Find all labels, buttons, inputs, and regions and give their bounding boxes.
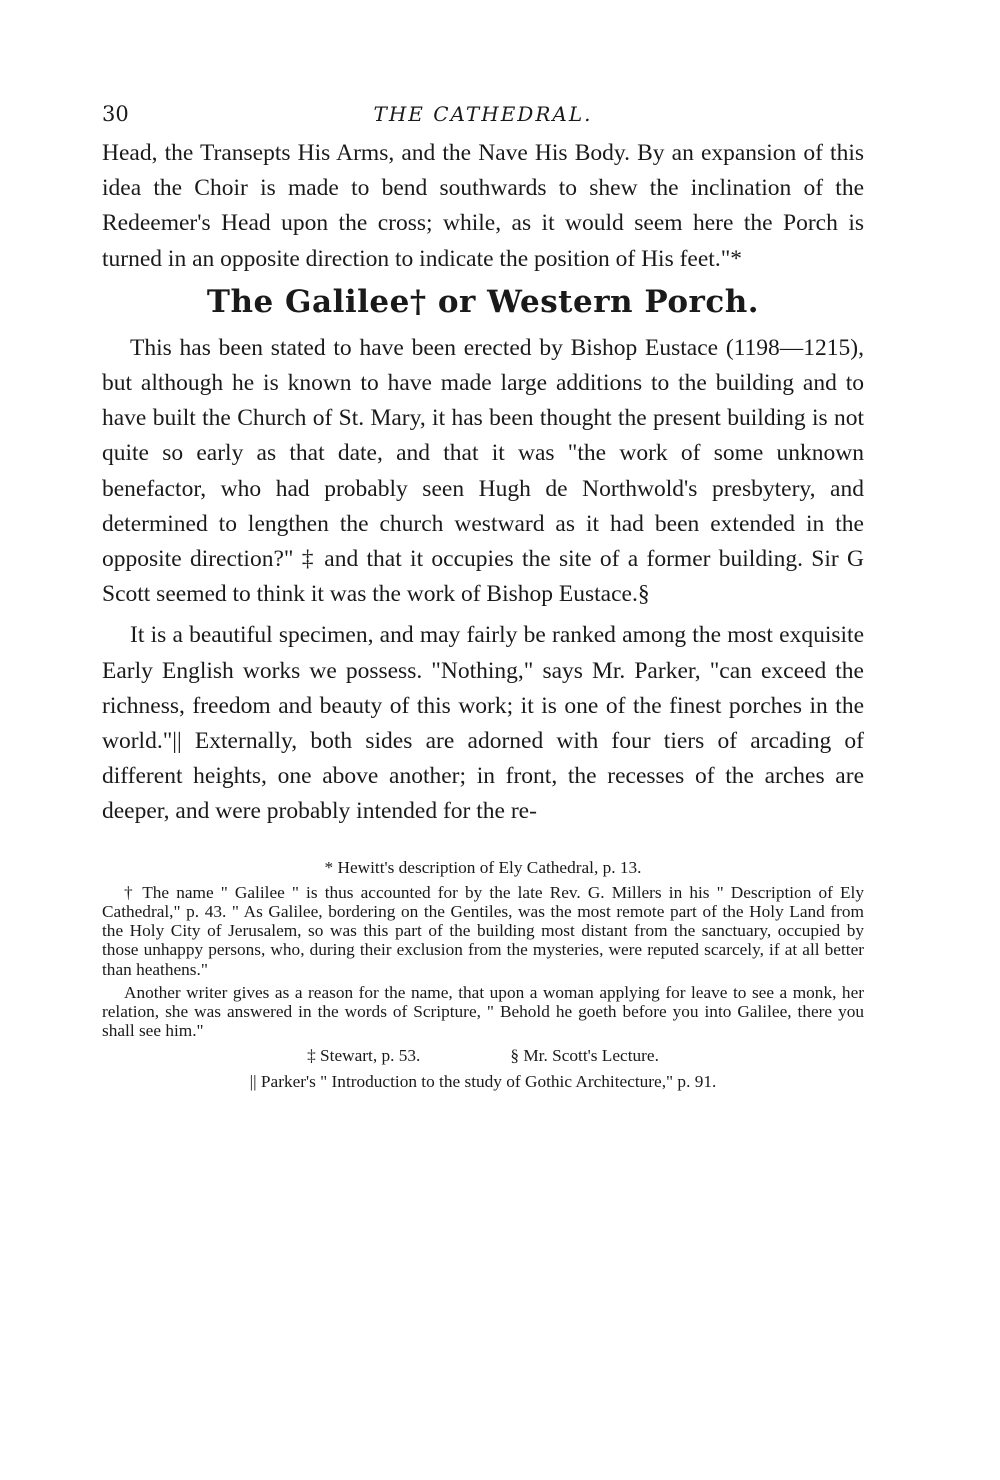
- footnote-row: [102, 1046, 864, 1065]
- footnote-star: * Hewitt's description of Ely Cathedral, p. 13.: [324, 857, 642, 877]
- page-number: 30: [102, 102, 129, 126]
- footnote-another-writer: Another writer gives as a reason for the name, that upon a woman applying for leave to see a monk, her relation, she was answered in the words of Scripture, " Behold he goeth before you into Galilee, there you shall see him.": [102, 982, 864, 1041]
- body-paragraph-3: It is a beautiful specimen, and may fairly be ranked among the most exquisite Early English works we possess. "Nothing," says Mr. Parker, "can exceed the richness, freedom and beauty of this work; it is one of the finest porches in the world."|| Externally, both sides are adorned with four tiers of arcading of different heights, one above another; in front, the recesses of the arches are deeper, and were probably intended for the re-: [102, 622, 864, 825]
- footnote-section: § Mr. Scott's Lecture.: [510, 1046, 659, 1066]
- body-paragraph-1: Head, the Transepts His Arms, and the Nave His Body. By an expansion of this idea the Choir is made to bend southwards to shew the inclination of the Redeemer's Head upon the cross; while, as it would seem here the Porch is turned in an opposite direction to indicate the position of His feet."*: [102, 140, 864, 272]
- footnote-dagger: † The name " Galilee " is thus accounted for by the late Rev. G. Millers in his " Description of Ely Cathedral," p. 43. " As Galilee, bordering on the Gentiles, was the most remote part of the Holy Land from the Holy City of Jerusalem, so was this part of the building most distant from the sanctuary, occupied by those unhappy persons, who, during their exclusion from the mysteries, were reputed scarcely, if at all better than heathens.": [102, 882, 864, 979]
- footnote-parallel: || Parker's " Introduction to the study of Gothic Architecture," p. 91.: [249, 1071, 717, 1091]
- section-heading: The Galilee† or Western Porch.: [206, 283, 760, 320]
- running-head: [102, 96, 864, 136]
- footnotes: [102, 858, 864, 1091]
- footnote-double-dagger: ‡ Stewart, p. 53.: [307, 1046, 421, 1066]
- running-title: THE CATHEDRAL.: [373, 102, 593, 126]
- page: [102, 96, 864, 1095]
- body-paragraph-2: This has been stated to have been erected by Bishop Eustace (1198—1215), but although he is known to have made large additions to the building and to have built the Church of St. Mary, it has been thought the present building is not quite so early as that date, and that it was "the work of some unknown benefactor, who had probably seen Hugh de Northwold's presbytery, and determined to lengthen the church westward as it had been extended in the opposite direction?" ‡ and that it occupies the site of a former building. Sir G Scott seemed to think it was the work of Bishop Eustace.§: [102, 334, 864, 608]
